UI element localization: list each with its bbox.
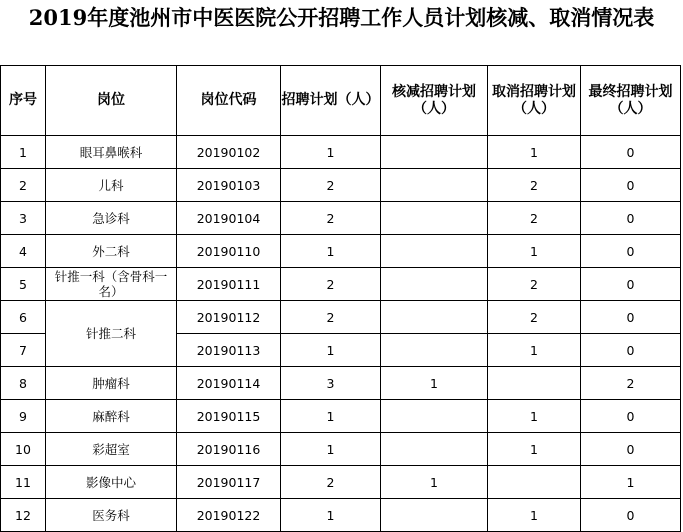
table-row — [1, 169, 681, 202]
table-row — [1, 136, 681, 169]
cell-code: 20190115 — [177, 400, 281, 433]
cell-final: 0 — [581, 301, 681, 334]
cell-final: 0 — [581, 268, 681, 301]
cell-reduced — [381, 334, 488, 367]
header-code: 岗位代码 — [177, 66, 281, 136]
cell-seq: 5 — [1, 268, 46, 301]
cell-cancelled: 1 — [488, 334, 581, 367]
cell-reduced: 1 — [381, 466, 488, 499]
cell-cancelled: 1 — [488, 433, 581, 466]
header-final: 最终招聘计划（人） — [581, 66, 681, 136]
table-row — [1, 466, 681, 499]
cell-code: 20190112 — [177, 301, 281, 334]
cell-final: 0 — [581, 136, 681, 169]
cell-seq: 12 — [1, 499, 46, 532]
cell-seq: 11 — [1, 466, 46, 499]
cell-plan: 2 — [281, 268, 381, 301]
cell-position: 彩超室 — [46, 433, 177, 466]
cell-cancelled: 2 — [488, 268, 581, 301]
cell-code: 20190103 — [177, 169, 281, 202]
header-reduced: 核减招聘计划（人） — [381, 66, 488, 136]
cell-cancelled: 1 — [488, 136, 581, 169]
cell-seq: 4 — [1, 235, 46, 268]
cell-code: 20190114 — [177, 367, 281, 400]
table-row — [1, 367, 681, 400]
cell-final: 0 — [581, 334, 681, 367]
cell-position: 外二科 — [46, 235, 177, 268]
cell-plan: 2 — [281, 169, 381, 202]
cell-final: 0 — [581, 499, 681, 532]
cell-reduced — [381, 433, 488, 466]
cell-plan: 2 — [281, 466, 381, 499]
cell-cancelled: 1 — [488, 400, 581, 433]
cell-position: 针推一科（含骨科一名） — [46, 268, 177, 301]
cell-plan: 1 — [281, 235, 381, 268]
cell-plan: 2 — [281, 202, 381, 235]
cell-plan: 1 — [281, 433, 381, 466]
cell-code: 20190110 — [177, 235, 281, 268]
cell-cancelled: 1 — [488, 499, 581, 532]
cell-position: 医务科 — [46, 499, 177, 532]
cell-plan: 1 — [281, 136, 381, 169]
cell-cancelled: 2 — [488, 202, 581, 235]
table-row — [1, 499, 681, 532]
cell-cancelled: 2 — [488, 301, 581, 334]
table-row — [1, 235, 681, 268]
cell-reduced — [381, 499, 488, 532]
table-title: 2019年度池州市中医医院公开招聘工作人员计划核减、取消情况表 — [28, 5, 655, 30]
cell-code: 20190111 — [177, 268, 281, 301]
cell-final: 0 — [581, 235, 681, 268]
cell-final: 0 — [581, 400, 681, 433]
header-plan: 招聘计划（人） — [281, 66, 381, 136]
cell-seq: 1 — [1, 136, 46, 169]
cell-reduced — [381, 202, 488, 235]
cell-final: 2 — [581, 367, 681, 400]
cell-position: 肿瘤科 — [46, 367, 177, 400]
cell-cancelled — [488, 466, 581, 499]
cell-seq: 3 — [1, 202, 46, 235]
table-row — [1, 301, 681, 334]
cell-final: 0 — [581, 433, 681, 466]
cell-reduced: 1 — [381, 367, 488, 400]
cell-final: 1 — [581, 466, 681, 499]
cell-reduced — [381, 136, 488, 169]
cell-code: 20190104 — [177, 202, 281, 235]
cell-reduced — [381, 169, 488, 202]
header-row — [1, 66, 681, 136]
cell-code: 20190117 — [177, 466, 281, 499]
table-row — [1, 400, 681, 433]
cell-final: 0 — [581, 169, 681, 202]
header-cancelled: 取消招聘计划（人） — [488, 66, 581, 136]
cell-seq: 7 — [1, 334, 46, 367]
cell-cancelled: 2 — [488, 169, 581, 202]
cell-position: 急诊科 — [46, 202, 177, 235]
cell-position: 麻醉科 — [46, 400, 177, 433]
cell-seq: 9 — [1, 400, 46, 433]
cell-position: 儿科 — [46, 169, 177, 202]
cell-reduced — [381, 301, 488, 334]
table-row — [1, 433, 681, 466]
cell-plan: 2 — [281, 301, 381, 334]
header-position: 岗位 — [46, 66, 177, 136]
cell-code: 20190113 — [177, 334, 281, 367]
cell-reduced — [381, 400, 488, 433]
cell-seq: 10 — [1, 433, 46, 466]
cell-code: 20190116 — [177, 433, 281, 466]
cell-code: 20190102 — [177, 136, 281, 169]
table-row — [1, 202, 681, 235]
cell-cancelled: 1 — [488, 235, 581, 268]
cell-reduced — [381, 268, 488, 301]
cell-position: 眼耳鼻喉科 — [46, 136, 177, 169]
cell-plan: 1 — [281, 400, 381, 433]
recruitment-table — [0, 65, 681, 532]
cell-seq: 6 — [1, 301, 46, 334]
cell-reduced — [381, 235, 488, 268]
header-seq: 序号 — [1, 66, 46, 136]
cell-position-merged: 针推二科 — [46, 301, 177, 367]
cell-cancelled — [488, 367, 581, 400]
cell-final: 0 — [581, 202, 681, 235]
cell-code: 20190122 — [177, 499, 281, 532]
table-row — [1, 268, 681, 301]
cell-plan: 1 — [281, 334, 381, 367]
cell-seq: 2 — [1, 169, 46, 202]
cell-position: 影像中心 — [46, 466, 177, 499]
cell-seq: 8 — [1, 367, 46, 400]
cell-plan: 1 — [281, 499, 381, 532]
cell-plan: 3 — [281, 367, 381, 400]
